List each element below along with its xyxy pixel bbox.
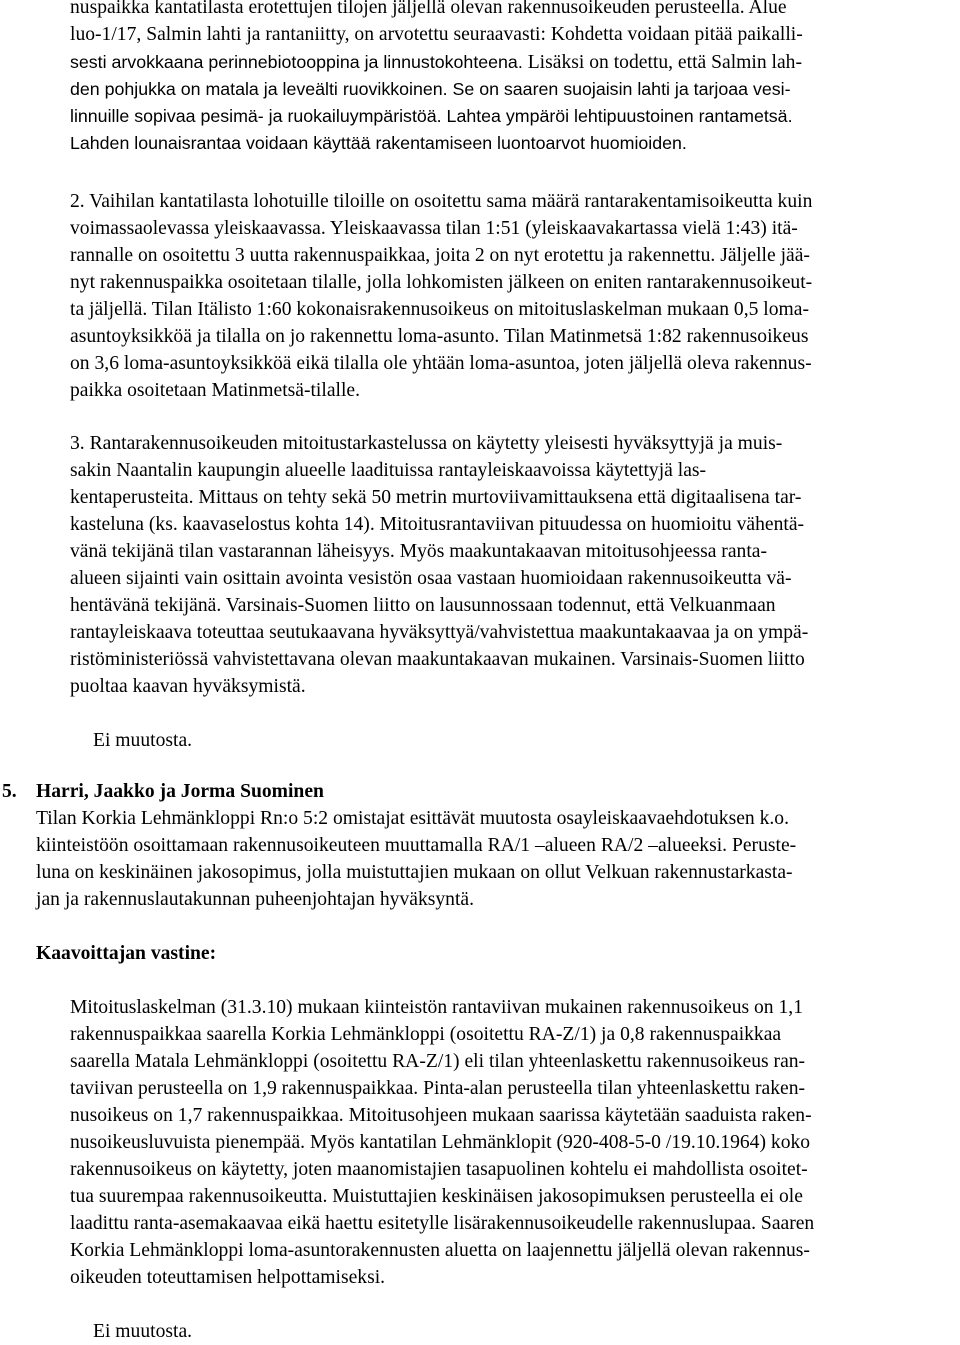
text-line: 3. Rantarakennusoikeuden mitoitustarkastelussa on käytetty yleisesti hyväksyttyjä ja muis- <box>70 433 783 454</box>
text-line: kasteluna (ks. kaavaselostus kohta 14). Mitoitusrantaviivan pituudessa on huomioitu vähentä- <box>70 514 805 535</box>
kaavoittajan-vastine-heading: Kaavoittajan vastine: <box>36 943 217 964</box>
text-line: kiinteistöön osoittamaan rakennusoikeuteen muuttamalla RA/1 –alueen RA/2 –alueeksi. Peruste- <box>36 835 797 856</box>
section-title: Harri, Jaakko ja Jorma Suominen <box>36 781 324 802</box>
text-line: Tilan Korkia Lehmänkloppi Rn:o 5:2 omistajat esittävät muutosta osayleiskaavaehdotuksen k.o. <box>36 808 789 829</box>
text-line: luo-1/17, Salmin lahti ja rantaniitty, on arvotettu seuraavasti: Kohdetta voidaan pitää paikalli- <box>70 24 803 45</box>
text-line: puoltaa kaavan hyväksymistä. <box>70 676 306 697</box>
text-line: rakennuspaikkaa saarella Korkia Lehmänkloppi (osoitettu RA-Z/1) ja 0,8 rakennuspaikkaa <box>70 1024 782 1045</box>
text-line: alueen sijainti vain osittain avointa vesistön osaa vastaan huomioidaan rakennusoikeutta vä- <box>70 568 792 589</box>
text-line: taviivan perusteella on 1,9 rakennuspaikkaa. Pinta-alan perusteella tilan yhteenlaskettu raken- <box>70 1078 806 1099</box>
section-number: 5. <box>2 781 17 802</box>
ei-muutosta-note: Ei muutosta. <box>93 1321 193 1342</box>
text-line: Lahden lounaisrantaa voidaan käyttää rakentamiseen luontoarvot huomioiden. <box>70 133 687 153</box>
text-line: vänä tekijänä tilan vastarannan läheisyys. Myös maakuntakaavan mitoitusohjeessa ranta- <box>70 541 767 562</box>
text-fragment: den pohjukka on matala ja leveälti ruovikkoinen. <box>70 79 448 99</box>
text-line: nuspaikka kantatilasta erotettujen tilojen jäljellä olevan rakennusoikeuden perusteella. Alue <box>70 0 787 18</box>
text-line <box>70 76 791 103</box>
text-line <box>70 49 802 76</box>
text-line: saarella Matala Lehmänkloppi (osoitettu RA-Z/1) eli tilan yhteenlaskettu rakennusoikeus ran- <box>70 1051 806 1072</box>
text-line: paikka osoitetaan Matinmetsä-tilalle. <box>70 380 361 401</box>
text-line: on 3,6 loma-asuntoyksikköä eikä tilalla ole yhtään loma-asuntoa, joten jäljellä oleva rakennus- <box>70 353 812 374</box>
text-line: 2. Vaihilan kantatilasta lohotuille tiloille on osoitettu sama määrä rantarakentamisoikeutta kuin <box>70 191 813 212</box>
text-line: ta jäljellä. Tilan Itälisto 1:60 kokonaisrakennusoikeus on mitoituslaskelman mukaan 0,5 loma- <box>70 299 810 320</box>
text-line: luna on keskinäinen jakosopimus, jolla muistuttajien mukaan on ollut Velkuan rakennustarkasta- <box>36 862 793 883</box>
text-line: nusoikeusluvuista pienempää. Myös kantatilan Lehmänklopit (920-408-5-0 /19.10.1964) koko <box>70 1132 811 1153</box>
text-line: oikeuden toteuttamisen helpottamiseksi. <box>70 1267 386 1288</box>
text-fragment: Lisäksi on todettu, että Salmin lah- <box>527 52 802 73</box>
text-line: Mitoituslaskelman (31.3.10) mukaan kiinteistön rantaviivan mukainen rakennusoikeus on 1,1 <box>70 997 803 1018</box>
text-line: nyt rakennuspaikka osoitetaan tilalle, jolla lohkomisten jälkeen on eniten rantarakennusoikeut- <box>70 272 813 293</box>
text-line: jan ja rakennuslautakunnan puheenjohtajan hyväksyntä. <box>36 889 474 910</box>
text-line: rannalle on osoitettu 3 uutta rakennuspaikkaa, joita 2 on nyt erotettu ja rakennettu. Jäljelle jää- <box>70 245 810 266</box>
text-fragment: Se on saaren suojaisin lahti ja tarjoaa vesi- <box>452 79 791 99</box>
text-line: kentaperusteita. Mittaus on tehty sekä 50 metrin murtoviivamittauksena että digitaalisena tar- <box>70 487 802 508</box>
text-line: voimassaolevassa yleiskaavassa. Yleiskaavassa tilan 1:51 (yleiskaavakartassa vielä 1:43) itä- <box>70 218 798 239</box>
text-line: rakennusoikeus on käytetty, joten maanomistajien tasapuolinen kohtelu ei mahdollista osoitet- <box>70 1159 808 1180</box>
text-line: sakin Naantalin kaupungin alueelle laadituissa rantayleiskaavoissa käytettyjä las- <box>70 460 707 481</box>
text-line: hentävänä tekijänä. Varsinais-Suomen liitto on lausunnossaan todennut, että Velkuanmaan <box>70 595 776 616</box>
text-fragment: sesti arvokkaana perinnebiotooppina ja linnustokohteena. <box>70 52 523 72</box>
ei-muutosta-note: Ei muutosta. <box>93 730 193 751</box>
text-line: laadittu ranta-asemakaavaa eikä haettu esitetylle lisärakennusoikeudelle rakennuslupaa. Saaren <box>70 1213 815 1234</box>
text-line: linnuille sopivaa pesimä- ja ruokailuympäristöä. Lahtea ympäröi lehtipuustoinen rantametsä. <box>70 106 793 126</box>
text-line: ristöministeriössä vahvistettavana olevan maakuntakaavan mukainen. Varsinais-Suomen liitto <box>70 649 805 670</box>
text-line: asuntoyksikköä ja tilalla on jo rakennettu loma-asunto. Tilan Matinmetsä 1:82 rakennusoikeus <box>70 326 809 347</box>
text-line: tua suurempaa rakennusoikeutta. Muistuttajien keskinäisen jakosopimuksen perusteella ei ole <box>70 1186 803 1207</box>
text-line: nusoikeus on 1,7 rakennuspaikkaa. Mitoitusohjeen mukaan saarissa käytetään saaduista raken- <box>70 1105 812 1126</box>
text-line: rantayleiskaava toteuttaa seutukaavana hyväksyttyä/vahvistettua maakuntakaavaa ja on ympä- <box>70 622 809 643</box>
text-line: Korkia Lehmänkloppi loma-asuntorakennusten aluetta on laajennettu jäljellä olevan rakennus- <box>70 1240 810 1261</box>
